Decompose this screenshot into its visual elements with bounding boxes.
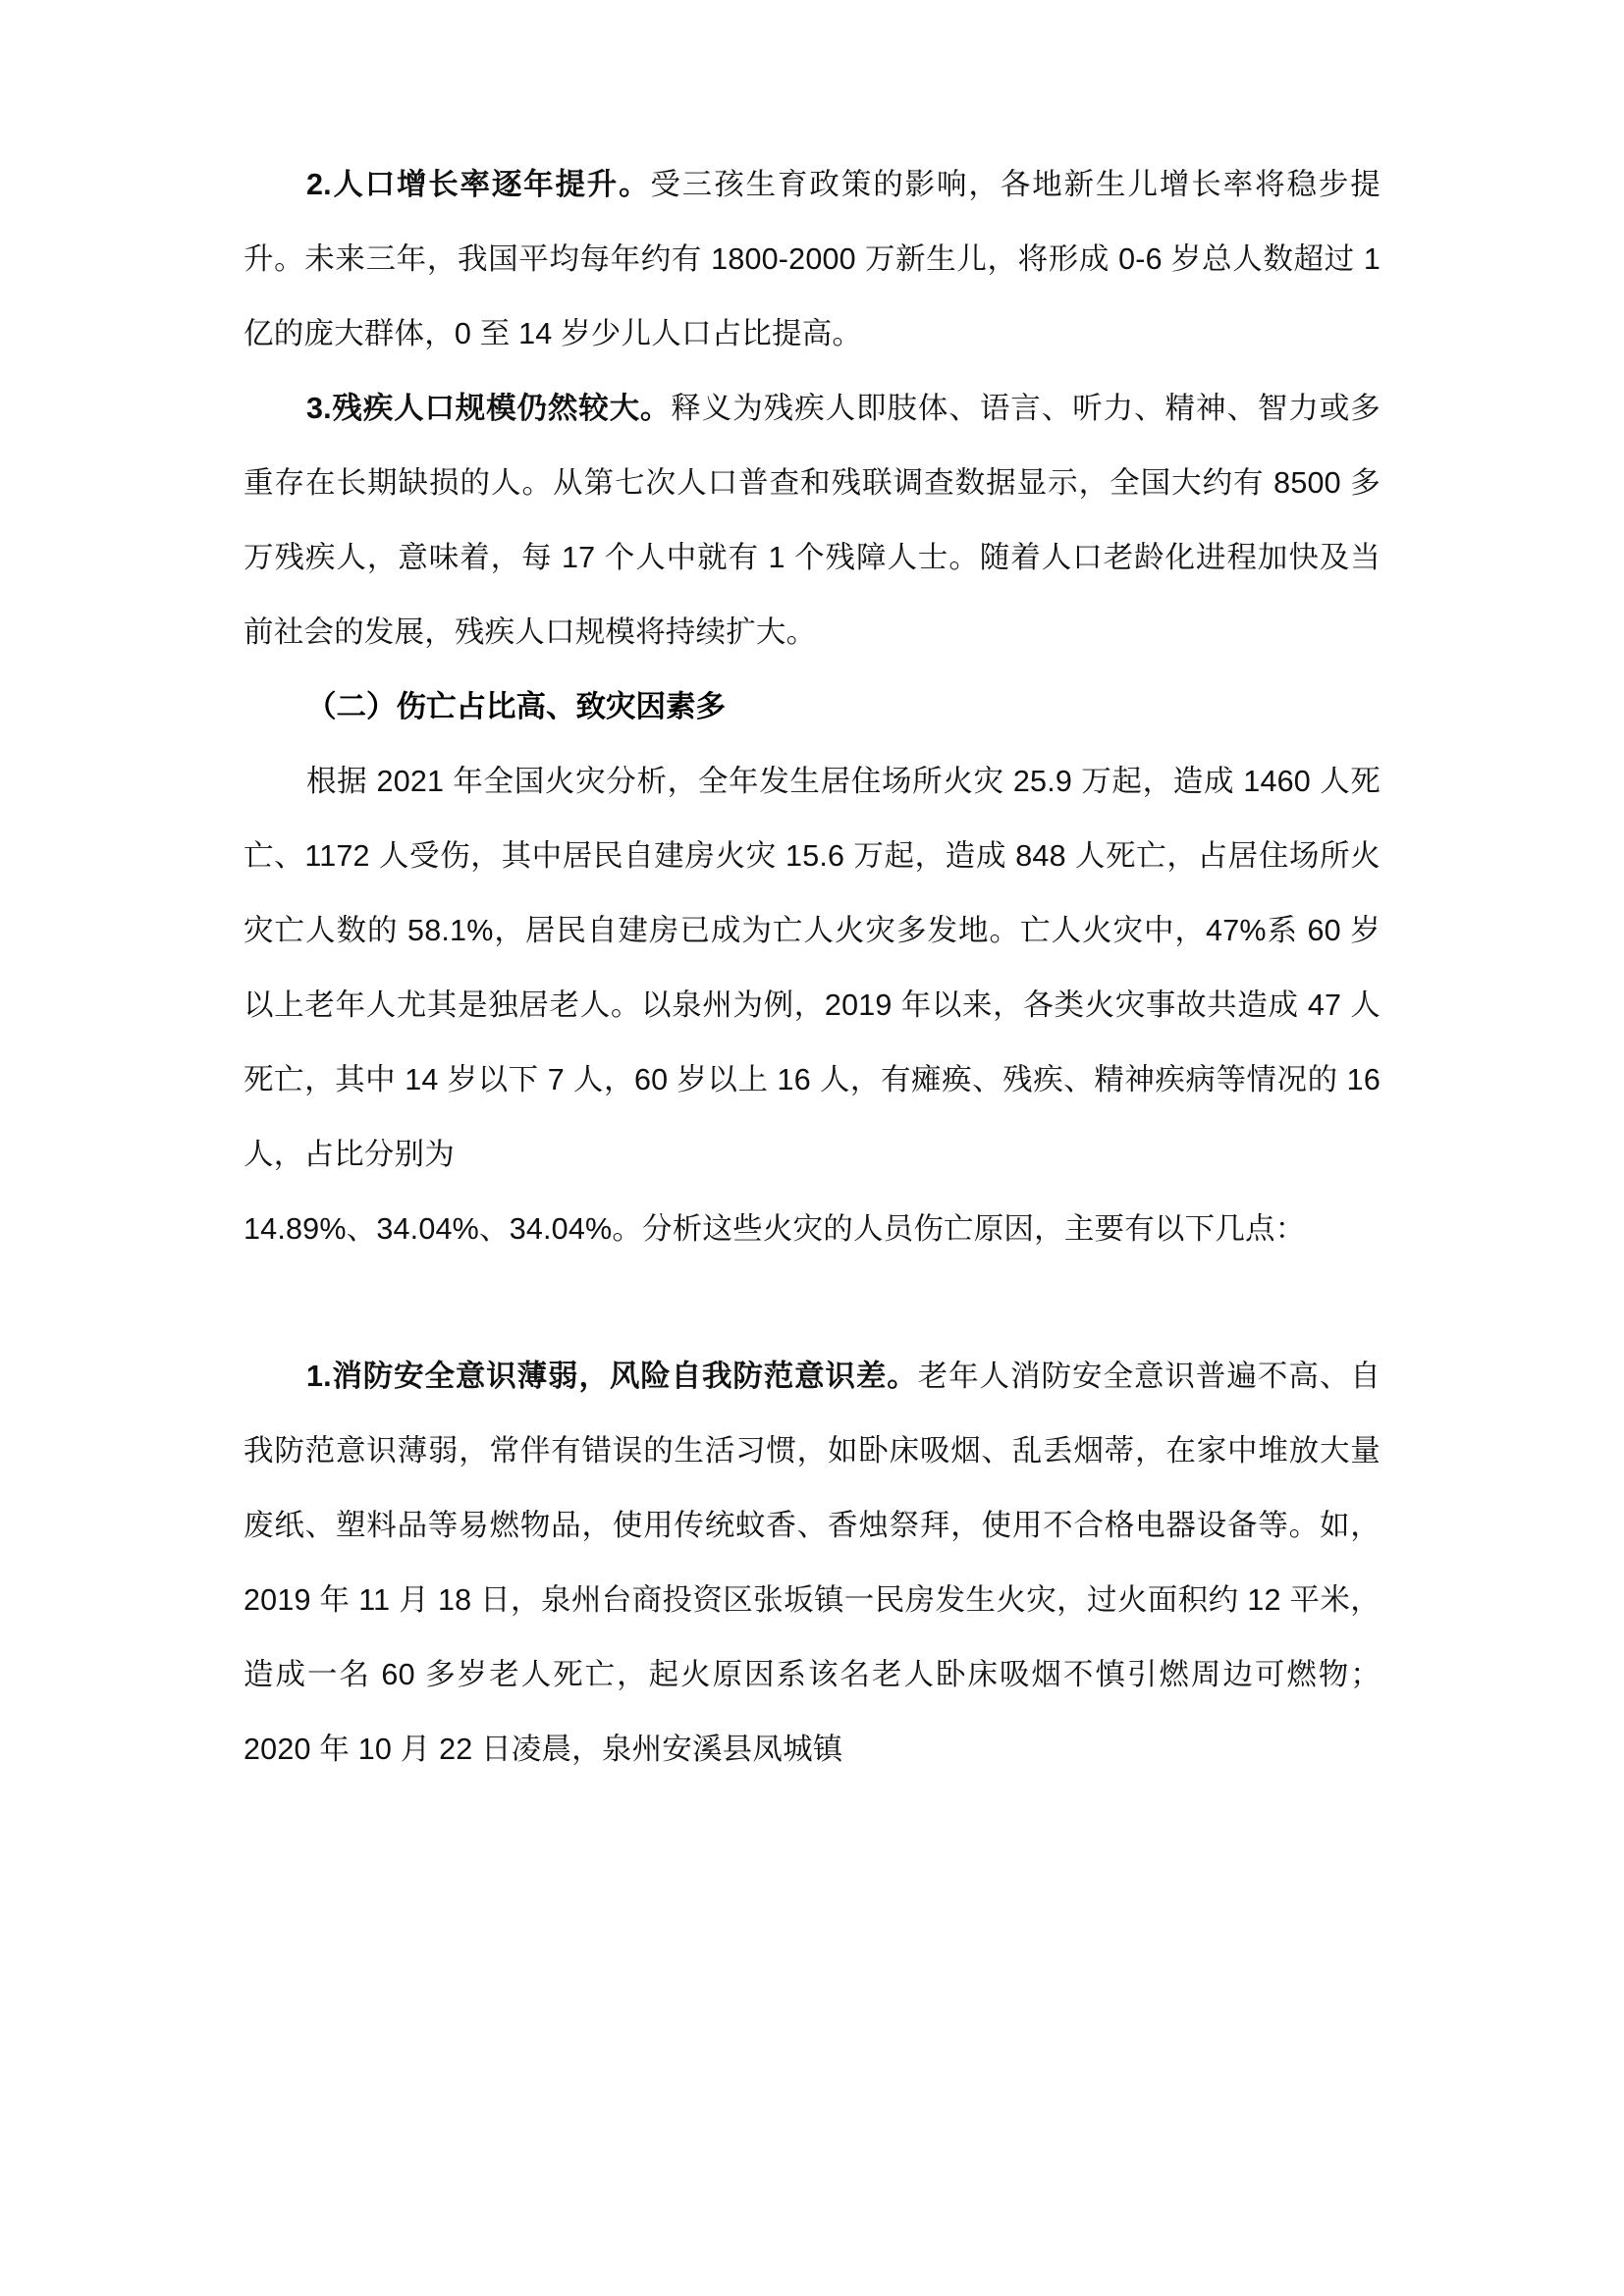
paragraph-fire-statistics: 根据 2021 年全国火灾分析，全年发生居住场所火灾 25.9 万起，造成 1460 人死亡、1172 人受伤，其中居民自建房火灾 15.6 万起，造成 848 人死亡，占居住场所火灾亡人数的 58.1%，居民自建房已成为亡人火灾多发地。亡人火灾中，47%系 60 岁以上老年人尤其是独居老人。以泉州为例，2019 年以来，各类火灾事故共造成 47 人死亡，其中 14 岁以下 7 人，60 岁以上 16 人，有瘫痪、残疾、精神疾病等情况的 16 人，占比分别为 [244,765,1380,1171]
paragraph-body-population-growth: 受三孩生育政策的影响，各地新生儿增长率将稳步提升。未来三年，我国平均每年约有 1800-2000 万新生儿，将形成 0-6 岁总人数超过 1 亿的庞大群体，0 至 14 岁少儿人口占比提高。 [244,168,1380,350]
paragraph-lead-population-growth: 2.人口增长率逐年提升。 [306,168,651,201]
paragraph-body-fire-safety-awareness: 老年人消防安全意识普遍不高、自我防范意识薄弱，常伴有错误的生活习惯，如卧床吸烟、乱丢烟蒂，在家中堆放大量废纸、塑料品等易燃物品，使用传统蚊香、香烛祭拜，使用不合格电器设备等。如，2019 年 11 月 18 日，泉州台商投资区张坂镇一民房发生火灾，过火面积约 12 平米，造成一名 60 多岁老人死亡，起火原因系该名老人卧床吸烟不慎引燃周边可燃物；2020 年 10 月 22 日凌晨，泉州安溪县凤城镇 [244,1360,1381,1766]
paragraph-population-growth [244,147,1380,371]
paragraph-fire-safety-awareness [244,1339,1380,1787]
paragraph-lead-disabled-population: 3.残疾人口规模仍然较大。 [306,392,672,425]
paragraph-lead-fire-safety-awareness: 1.消防安全意识薄弱，风险自我防范意识差。 [306,1360,918,1393]
paragraph-body-disabled-population: 释义为残疾人即肢体、语言、听力、精神、智力或多重存在长期缺损的人。从第七次人口普查和残联调查数据显示，全国大约有 8500 多万残疾人，意味着，每 17 个人中就有 1 个残障人士。随着人口老龄化进程加快及当前社会的发展，残疾人口规模将持续扩大。 [244,392,1380,649]
paragraph-disabled-population [244,371,1380,669]
paragraph-fire-statistics-tail: 14.89%、34.04%、34.04%。分析这些火灾的人员伤亡原因，主要有以下几点： [244,1212,1306,1246]
section-heading-casualty: （二）伤亡占比高、致灾因素多 [306,690,726,723]
paragraph-gap [244,1266,1380,1339]
